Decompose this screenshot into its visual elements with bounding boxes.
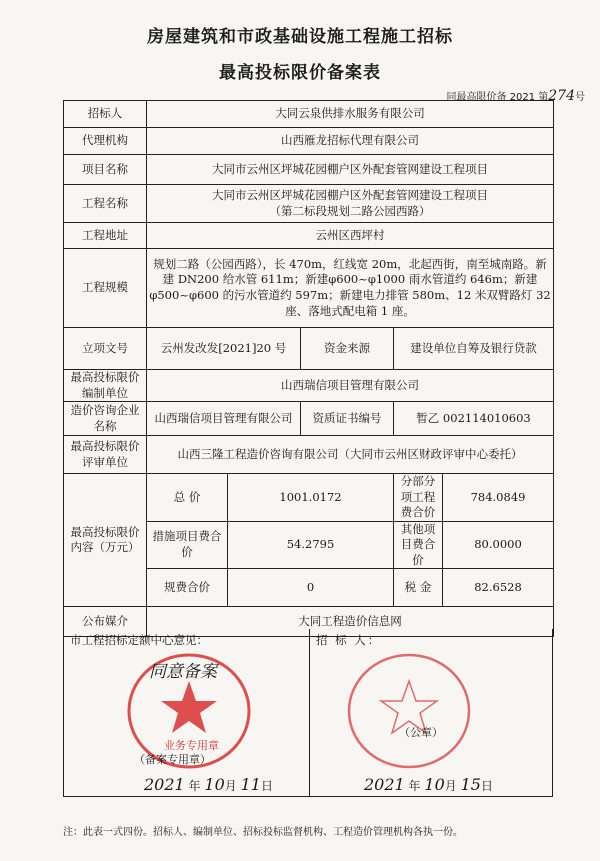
cert-label: 资质证书编号 [301, 402, 394, 436]
sub-label: 分部分项工程费合价 [394, 474, 443, 522]
engineering-name-line1: 大同市云州区坪城花园棚户区外配套管网建设工程项目 [212, 187, 489, 202]
tenderer-date-day: 15 [460, 775, 481, 794]
review-label: 最高投标限价评审单位 [64, 436, 147, 474]
tenderer-date [364, 775, 493, 794]
center-date-month: 10 [204, 775, 225, 794]
compiler-value: 山西瑞信项目管理有限公司 [147, 370, 554, 402]
filing-seal-caption: （备案专用章） [134, 753, 211, 766]
center-date [144, 775, 273, 794]
engineering-name-label: 工程名称 [64, 185, 147, 223]
fund-value: 建设单位自筹及银行贷款 [394, 328, 554, 370]
tenderer-label: 招标人 [64, 101, 147, 128]
row-consult [64, 402, 554, 436]
row-engineering-name [64, 185, 554, 223]
tenderer-month-char: 月 [444, 779, 457, 793]
row-address [64, 223, 554, 249]
fee-label: 规费合价 [147, 569, 228, 607]
tenderer-year-char: 年 [408, 779, 421, 793]
opinion-divider [309, 629, 310, 796]
compiler-label: 最高投标限价编制单位 [64, 370, 147, 402]
center-date-day: 11 [240, 775, 261, 794]
measure-label: 措施项目费合 价 [147, 521, 228, 569]
other-value: 80.0000 [443, 521, 554, 569]
row-approval [64, 328, 554, 370]
fund-label: 资金来源 [301, 328, 394, 370]
engineering-name-value [147, 185, 554, 223]
seal-business-text: 业务专用章 [164, 739, 219, 752]
opinion-section [63, 629, 553, 797]
approval-handwriting: 同意备案 [149, 662, 217, 682]
tax-label: 税 金 [394, 569, 443, 607]
center-date-year: 2021 [144, 775, 185, 794]
scale-label: 工程规模 [64, 249, 147, 328]
address-value: 云州区西坪村 [147, 223, 554, 249]
row-review [64, 436, 554, 474]
tenderer-date-year: 2021 [364, 775, 405, 794]
address-label: 工程地址 [64, 223, 147, 249]
measure-value: 54.2795 [228, 521, 394, 569]
tenderer-value: 大同云泉供排水服务有限公司 [147, 101, 554, 128]
center-month-char: 月 [224, 779, 237, 793]
total-value: 1001.0172 [228, 474, 394, 522]
title-line1: 房屋建筑和市政基础设施工程施工招标 [147, 27, 453, 47]
engineering-name-line2: （第二标段规划二路公园西路） [269, 203, 431, 218]
consult-value: 山西瑞信项目管理有限公司 [147, 402, 301, 436]
record-number-handwritten: 274 [548, 88, 575, 104]
center-year-char: 年 [188, 779, 201, 793]
tenderer-day-char: 日 [480, 779, 493, 793]
center-day-char: 日 [260, 779, 273, 793]
project-name-value: 大同市云州区坪城花园棚户区外配套管网建设工程项目 [147, 155, 554, 185]
tenderer-date-month: 10 [424, 775, 445, 794]
tenderer-seal [344, 651, 474, 771]
media-label: 公布媒介 [64, 607, 147, 637]
project-name-label: 项目名称 [64, 155, 147, 185]
sub-value: 784.0849 [443, 474, 554, 522]
media-value: 大同工程造价信息网 [147, 607, 554, 637]
agency-label: 代理机构 [64, 128, 147, 155]
row-project-name [64, 155, 554, 185]
tenderer-seal-caption: （公章） [399, 726, 443, 739]
row-scale [64, 249, 554, 328]
approval-label: 立项文号 [64, 328, 147, 370]
record-suffix: 号 [575, 92, 585, 103]
row-agency [64, 128, 554, 155]
consult-label: 造价咨询企业名称 [64, 402, 147, 436]
row-compiler [64, 370, 554, 402]
center-opinion-heading: 市工程招标定额中心意见： [70, 633, 208, 647]
agency-value: 山西雁龙招标代理有限公司 [147, 128, 554, 155]
approval-value: 云州发改发[2021]20 号 [147, 328, 301, 370]
other-label: 其他项目费合价 [394, 521, 443, 569]
review-value: 山西三隆工程造价咨询有限公司（大同市云州区财政评审中心委托） [147, 436, 554, 474]
record-table [63, 100, 554, 637]
row-content-1 [64, 474, 554, 522]
scale-value: 规划二路（公园西路），长 470m，红线宽 20m，北起西街，南至城南路。新建 DN200 给水管 611m；新建φ600~φ1000 雨水管道约 646m；新建φ500~φ600 的污水管道约 597m；新建电力排管 580m、12 米双臂路灯 32 座、落地式配电箱 1 座。 [147, 249, 554, 328]
fee-value: 0 [228, 569, 394, 607]
tax-value: 82.6528 [443, 569, 554, 607]
footnote: 注：此表一式四份。招标人、编制单位、招标投标监督机构、工程造价管理机构各执一份。 [63, 827, 463, 838]
cert-value: 暂乙 002114010603 [394, 402, 554, 436]
total-label: 总 价 [147, 474, 228, 522]
content-label: 最高投标限价内容（万元） [64, 474, 147, 607]
tenderer-opinion-heading: 招 标 人： [316, 633, 382, 647]
record-prefix: 同最高限价备 2021 第 [446, 92, 549, 103]
row-tenderer [64, 101, 554, 128]
title-line2: 最高投标限价备案表 [219, 63, 381, 83]
